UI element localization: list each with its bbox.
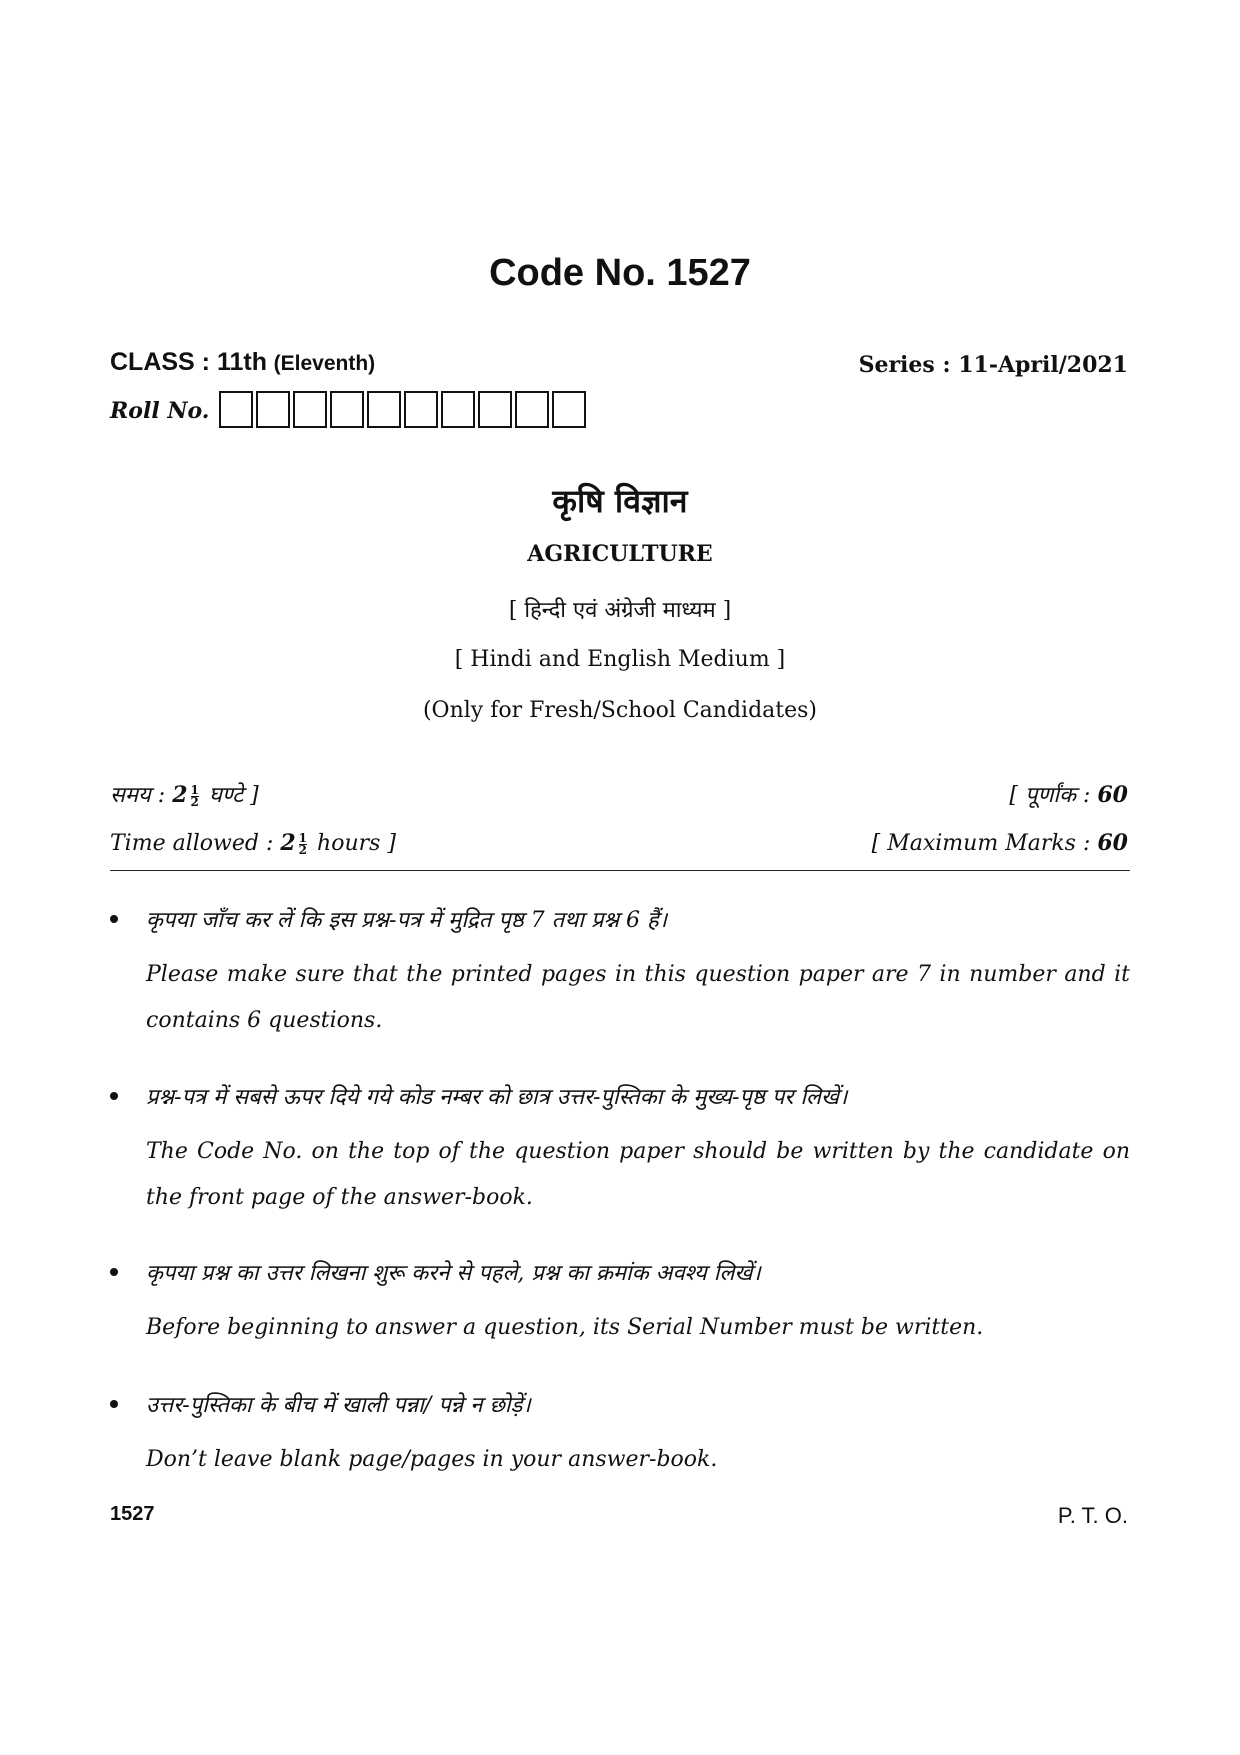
instruction-3-hindi: कृपया प्रश्न का उत्तर लिखना शुरू करने से पहले, प्रश्न का क्रमांक अवश्य लिखें। xyxy=(146,1261,761,1286)
roll-box[interactable] xyxy=(515,391,549,428)
divider xyxy=(110,870,1130,871)
roll-box[interactable] xyxy=(404,391,438,428)
bullet-icon xyxy=(110,1092,118,1100)
instruction-4-english: Don’t leave blank page/pages in your answer-book. xyxy=(146,1447,718,1472)
marks-value: 60 xyxy=(1097,830,1128,856)
footer-code: 1527 xyxy=(110,1503,155,1525)
time-value: 2 xyxy=(172,782,188,808)
time-value: 2 xyxy=(280,830,296,856)
candidates-note: (Only for Fresh/School Candidates) xyxy=(422,698,818,723)
code-title: Code No. 1527 xyxy=(489,252,751,294)
subject-english: AGRICULTURE xyxy=(527,541,713,567)
marks-hindi-prefix: [ पूर्णांक : xyxy=(1009,783,1091,808)
bullet-icon xyxy=(110,1400,118,1408)
frac-den: 2 xyxy=(298,842,308,857)
marks-value: 60 xyxy=(1097,782,1128,808)
instruction-1-english: Please make sure that the printed pages in this question paper are 7 in number and it contains 6 questions. xyxy=(146,962,1130,1033)
roll-box[interactable] xyxy=(441,391,475,428)
instruction-2-hindi: प्रश्न-पत्र में सबसे ऊपर दिये गये कोड नम्बर को छात्र उत्तर-पुस्तिका के मुख्य-पृष्ठ पर लिखें। xyxy=(146,1085,848,1110)
series-label: Series : 11-April/2021 xyxy=(858,352,1128,378)
instruction-4-hindi: उत्तर-पुस्तिका के बीच में खाली पन्ना/ पन्ने न छोड़ें। xyxy=(146,1393,531,1418)
time-hindi-prefix: समय : xyxy=(110,783,166,808)
roll-label: Roll No. xyxy=(110,398,210,424)
medium-hindi: [ हिन्दी एवं अंग्रेजी माध्यम ] xyxy=(508,598,732,623)
frac-num: 1 xyxy=(190,782,199,797)
pto-label: P. T. O. xyxy=(1057,1503,1128,1528)
roll-box[interactable] xyxy=(293,391,327,428)
roll-box[interactable] xyxy=(367,391,401,428)
frac-num: 1 xyxy=(298,830,308,845)
subject-hindi: कृषि विज्ञान xyxy=(552,482,688,520)
marks-english-prefix: [ Maximum Marks : xyxy=(871,831,1091,856)
roll-box[interactable] xyxy=(256,391,290,428)
bullet-icon xyxy=(110,1268,118,1276)
medium-english: [ Hindi and English Medium ] xyxy=(454,647,786,672)
bullet-icon xyxy=(110,915,118,923)
roll-box[interactable] xyxy=(219,391,253,428)
frac-den: 2 xyxy=(190,794,199,809)
marks-english xyxy=(872,830,1128,856)
marks-hindi xyxy=(1009,779,1128,809)
roll-number-boxes[interactable] xyxy=(219,391,589,428)
time-english-prefix: Time allowed : xyxy=(110,831,274,856)
instruction-2-english: The Code No. on the top of the question paper should be written by the candidate on the front page of the answer-book. xyxy=(146,1139,1130,1210)
instruction-1-hindi: कृपया जाँच कर लें कि इस प्रश्न-पत्र में मुद्रित पृष्ठ 7 तथा प्रश्न 6 हैं। xyxy=(146,908,668,933)
class-label: CLASS : 11th xyxy=(110,348,267,376)
time-hindi-suffix: घण्टे ] xyxy=(208,783,259,808)
class-sub: (Eleventh) xyxy=(273,352,376,375)
roll-box[interactable] xyxy=(552,391,586,428)
roll-box[interactable] xyxy=(478,391,512,428)
time-english xyxy=(110,830,396,856)
instruction-3-english: Before beginning to answer a question, its Serial Number must be written. xyxy=(146,1315,984,1340)
class-line xyxy=(110,348,375,377)
time-hindi xyxy=(110,779,259,809)
time-fraction xyxy=(298,830,308,857)
roll-box[interactable] xyxy=(330,391,364,428)
time-fraction xyxy=(190,782,199,809)
time-english-suffix: hours ] xyxy=(317,831,396,856)
